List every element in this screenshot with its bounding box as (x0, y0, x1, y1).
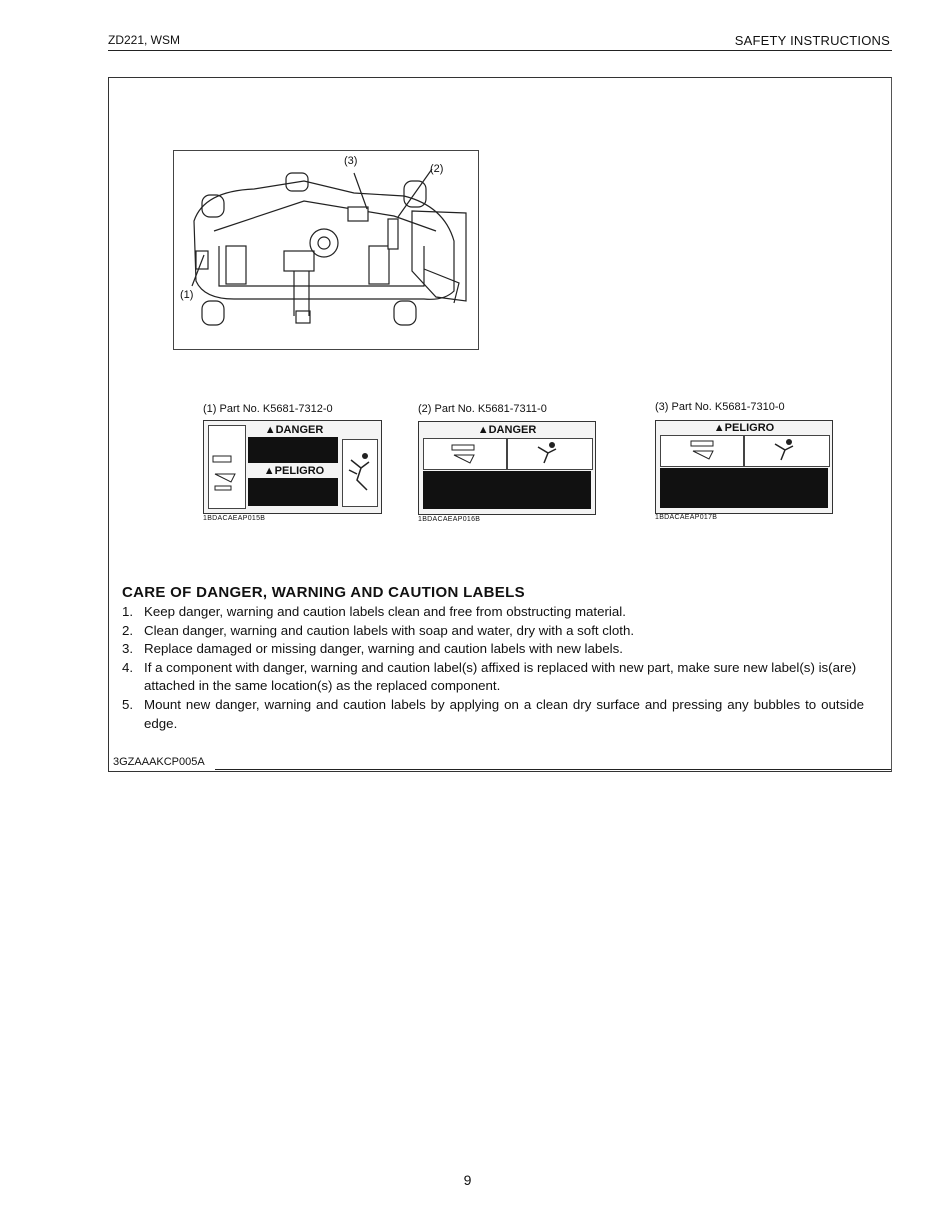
thrown-object-icon (744, 435, 830, 467)
care-instructions-list (122, 603, 864, 733)
pinch-hand-icon (423, 438, 507, 470)
label-1-peligro-heading: ▲PELIGRO (263, 465, 325, 477)
label-3-text-block (660, 468, 828, 508)
label-2-code: 1BDACAEAP016B (418, 516, 481, 523)
list-item: 1. Keep danger, warning and caution labels clean and free from obstructing material. (122, 604, 626, 619)
header-divider (108, 50, 892, 51)
pinch-hand-icon (660, 435, 744, 467)
thrown-object-icon (342, 439, 378, 507)
safety-label-3 (655, 420, 833, 514)
section-heading: CARE OF DANGER, WARNING AND CAUTION LABELS (122, 584, 525, 601)
pinch-hand-icon (208, 425, 246, 509)
mower-deck-diagram (173, 150, 479, 350)
label-3-part-number: (3) Part No. K5681-7310-0 (655, 401, 785, 413)
document-code: 3GZAAAKCP005A (113, 756, 205, 768)
callout-3: (3) (344, 155, 358, 167)
callout-1: (1) (180, 289, 194, 301)
thrown-object-icon (507, 438, 593, 470)
bottom-divider (215, 769, 891, 770)
header-section-title: SAFETY INSTRUCTIONS (734, 33, 890, 48)
label-3-peligro-heading: ▲PELIGRO (713, 422, 775, 434)
callout-2: (2) (430, 163, 444, 175)
list-item: 3. Replace damaged or missing danger, warning and caution labels with new labels. (122, 641, 623, 657)
label-1-part-number: (1) Part No. K5681-7312-0 (203, 403, 333, 415)
label-1-spanish-text-block (248, 478, 338, 506)
label-2-danger-heading: ▲DANGER (477, 424, 537, 436)
header-model: ZD221, WSM (108, 33, 181, 47)
label-2-part-number: (2) Part No. K5681-7311-0 (418, 403, 547, 415)
label-3-code: 1BDACAEAP017B (655, 514, 718, 521)
list-item: 4. If a component with danger, warning and caution label(s) affixed is replaced with new part, make sure new label(s) is(are) attached in the same location(s) as the replaced component. (122, 659, 857, 694)
mower-deck-illustration (174, 151, 478, 349)
page-number: 9 (463, 1172, 472, 1188)
label-2-text-block (423, 471, 591, 509)
label-1-english-text-block (248, 437, 338, 463)
safety-label-2 (418, 421, 596, 515)
safety-label-1 (203, 420, 382, 514)
list-item: 2. Clean danger, warning and caution labels with soap and water, dry with a soft cloth. (122, 622, 635, 638)
label-1-danger-heading: ▲DANGER (264, 424, 324, 436)
label-1-code: 1BDACAEAP015B (203, 515, 266, 522)
list-item: 5. Mount new danger, warning and caution labels by applying on a clean dry surface and pressing any bubbles to outside edge. (122, 696, 864, 731)
